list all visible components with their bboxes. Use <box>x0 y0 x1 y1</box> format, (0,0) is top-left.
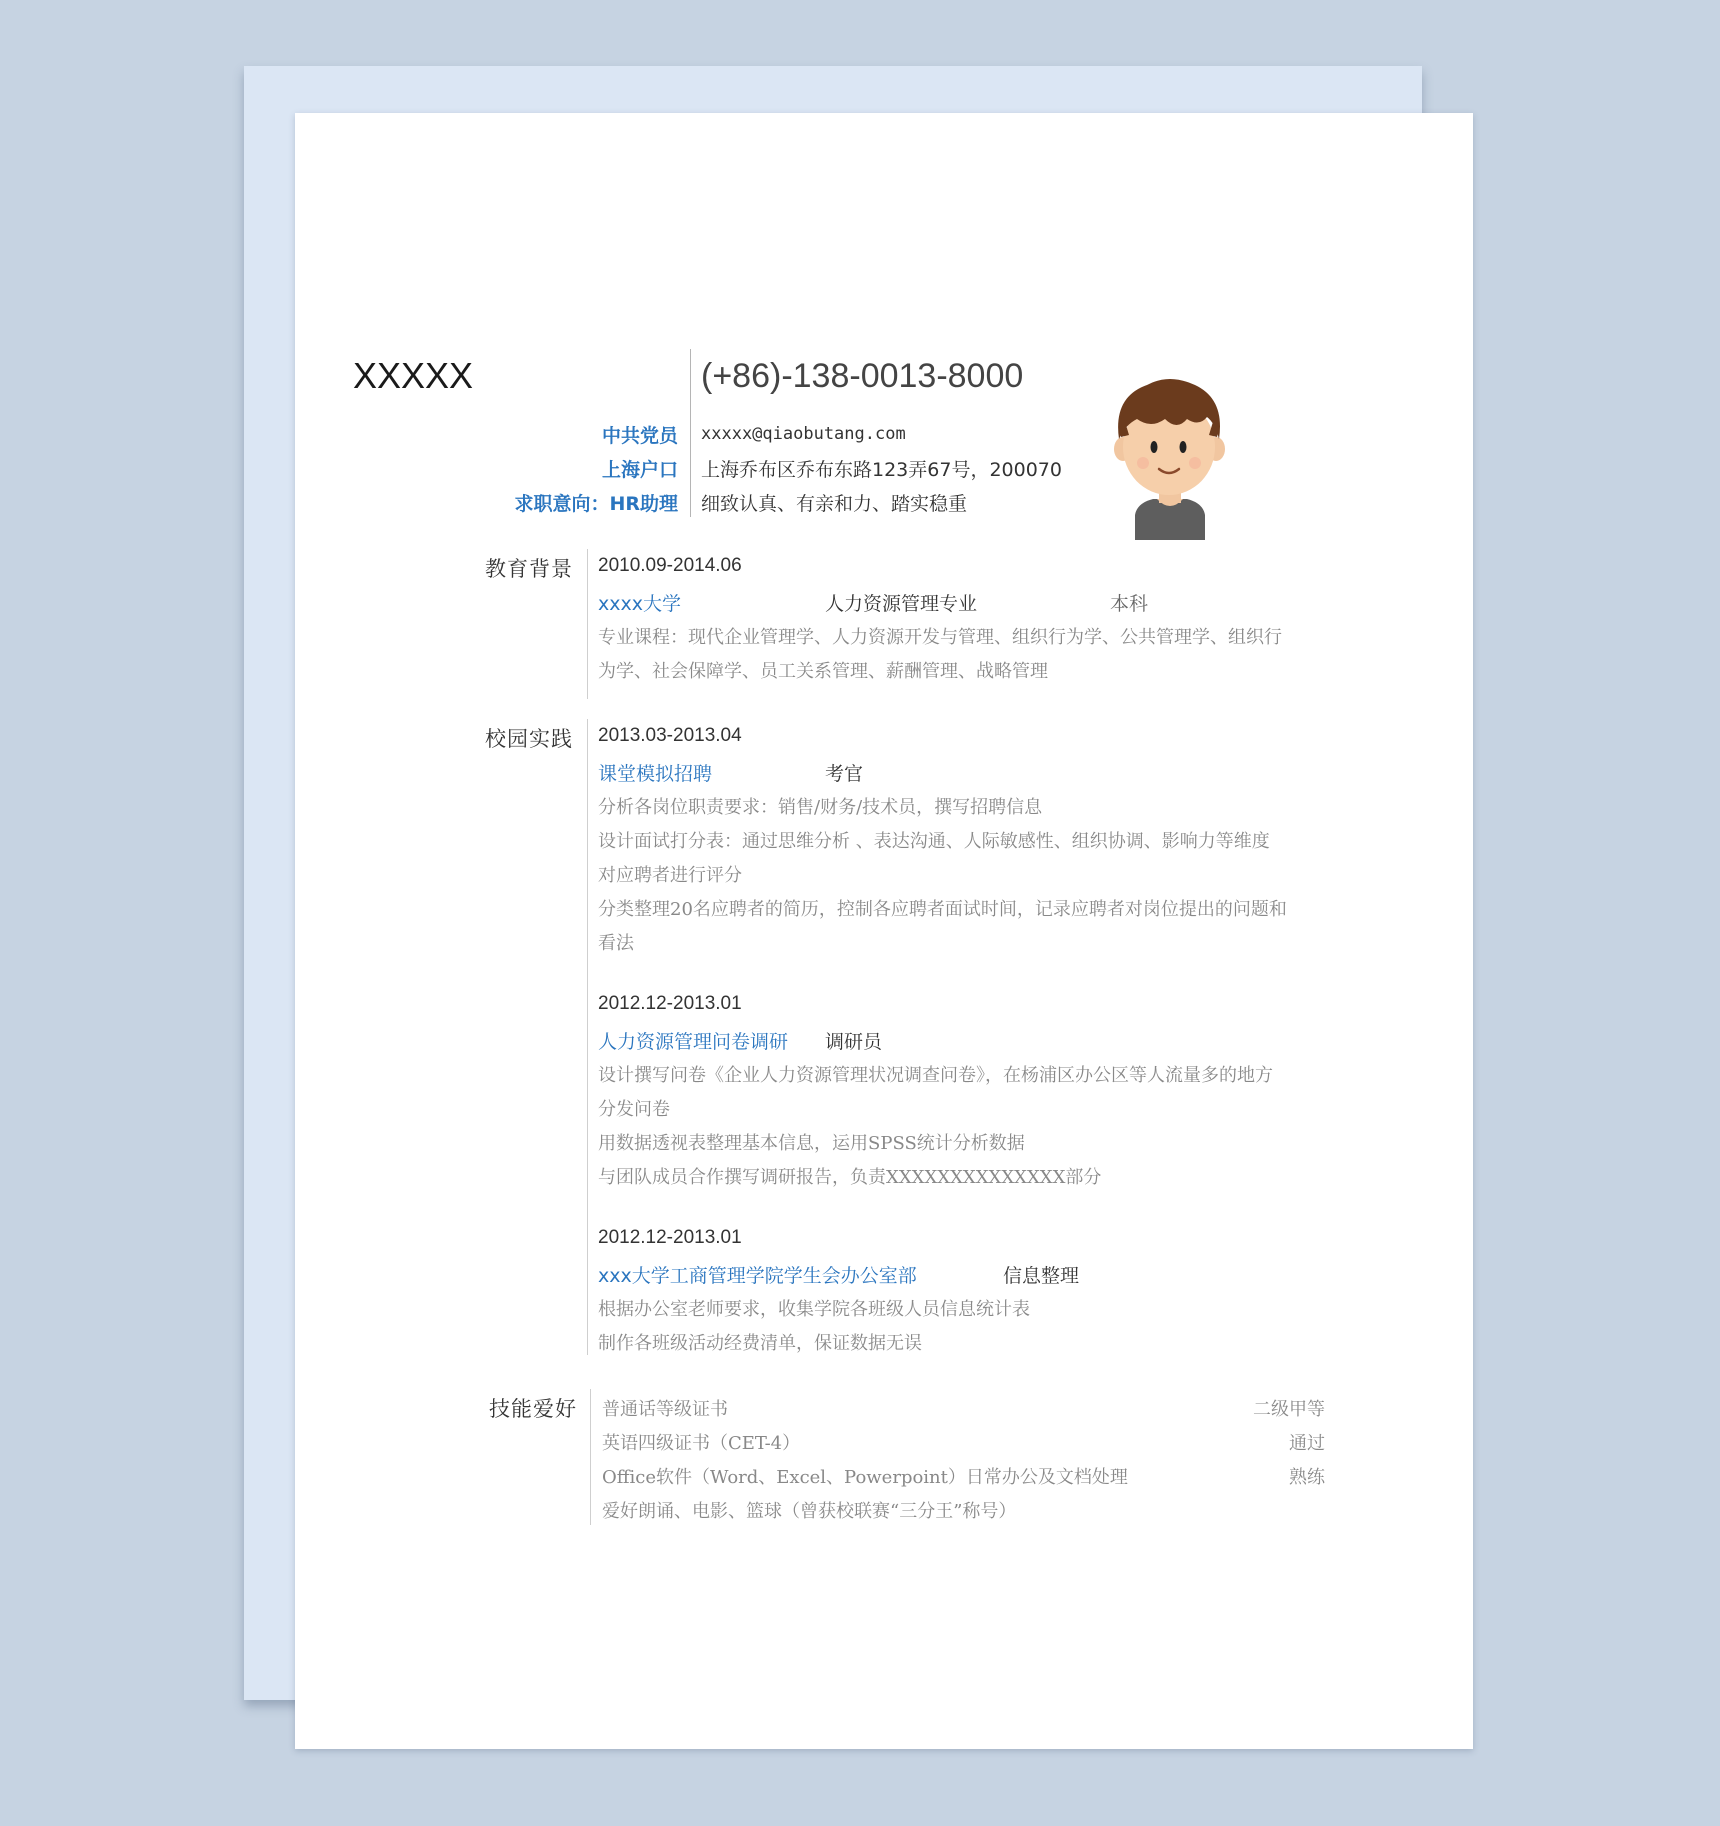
education-divider <box>587 549 588 699</box>
section-title-campus: 校园实践 <box>485 727 573 751</box>
email: xxxxx@qiaobutang.com <box>701 424 906 444</box>
education-date: 2010.09-2014.06 <box>598 555 742 576</box>
practice-org: 人力资源管理问卷调研 <box>598 1031 789 1053</box>
hukou-label: 上海户口 <box>601 459 678 481</box>
practice-line: 分类整理20名应聘者的简历，控制各应聘者面试时间，记录应聘者对岗位提出的问题和 <box>598 899 1287 920</box>
skill-name: 普通话等级证书 <box>602 1399 728 1420</box>
campus-divider <box>587 719 588 1355</box>
section-title-education: 教育背景 <box>485 557 573 581</box>
skill-name: Office软件（Word、Excel、Powerpoint）日常办公及文档处理 <box>602 1467 1128 1488</box>
practice-role: 信息整理 <box>1003 1265 1080 1287</box>
party-label: 中共党员 <box>601 425 678 447</box>
practice-line: 设计面试打分表：通过思维分析 、表达沟通、人际敏感性、组织协调、影响力等维度 <box>598 831 1270 852</box>
practice-role: 调研员 <box>825 1031 883 1053</box>
practice-line: 根据办公室老师要求，收集学院各班级人员信息统计表 <box>598 1299 1030 1320</box>
practice-line: 分析各岗位职责要求：销售/财务/技术员，撰写招聘信息 <box>598 797 1043 818</box>
skill-name: 英语四级证书（CET-4） <box>602 1433 801 1454</box>
practice-date: 2012.12-2013.01 <box>598 1227 742 1248</box>
skill-level: 二级甲等 <box>1253 1399 1325 1420</box>
school-name: xxxx大学 <box>598 593 681 615</box>
practice-org: 课堂模拟招聘 <box>598 763 713 785</box>
address: 上海乔布区乔布东路123弄67号，200070 <box>701 459 1062 481</box>
practice-line: 与团队成员合作撰写调研报告，负责XXXXXXXXXXXXXX部分 <box>598 1167 1102 1188</box>
degree: 本科 <box>1110 593 1149 615</box>
section-title-skills: 技能爱好 <box>489 1397 577 1421</box>
traits: 细致认真、有亲和力、踏实稳重 <box>701 493 968 515</box>
courses-line-1: 专业课程：现代企业管理学、人力资源开发与管理、组织行为学、公共管理学、组织行 <box>598 627 1282 648</box>
header-divider <box>690 349 691 517</box>
practice-date: 2012.12-2013.01 <box>598 993 742 1014</box>
skill-name: 爱好朗诵、电影、篮球（曾获校联赛“三分王”称号） <box>602 1501 1017 1522</box>
candidate-name: XXXXX <box>352 355 473 396</box>
avatar-icon <box>1107 375 1232 540</box>
skill-level: 通过 <box>1289 1433 1325 1454</box>
skill-level: 熟练 <box>1289 1467 1325 1488</box>
phone-number: (+86)-138-0013-8000 <box>701 357 1024 395</box>
practice-org: xxx大学工商管理学院学生会办公室部 <box>598 1265 917 1287</box>
resume-page <box>295 113 1473 1749</box>
practice-line: 设计撰写问卷《企业人力资源管理状况调查问卷》，在杨浦区办公区等人流量多的地方 <box>598 1065 1273 1086</box>
practice-line: 制作各班级活动经费清单，保证数据无误 <box>598 1333 922 1354</box>
practice-line: 看法 <box>598 933 634 954</box>
major: 人力资源管理专业 <box>825 593 978 615</box>
practice-line: 分发问卷 <box>598 1099 670 1120</box>
practice-date: 2013.03-2013.04 <box>598 725 742 746</box>
practice-role: 考官 <box>825 763 864 785</box>
practice-line: 对应聘者进行评分 <box>598 865 742 886</box>
practice-line: 用数据透视表整理基本信息，运用SPSS统计分析数据 <box>598 1133 1025 1154</box>
objective-label: 求职意向：HR助理 <box>514 493 678 515</box>
skills-divider <box>590 1389 591 1525</box>
courses-line-2: 为学、社会保障学、员工关系管理、薪酬管理、战略管理 <box>598 661 1048 682</box>
